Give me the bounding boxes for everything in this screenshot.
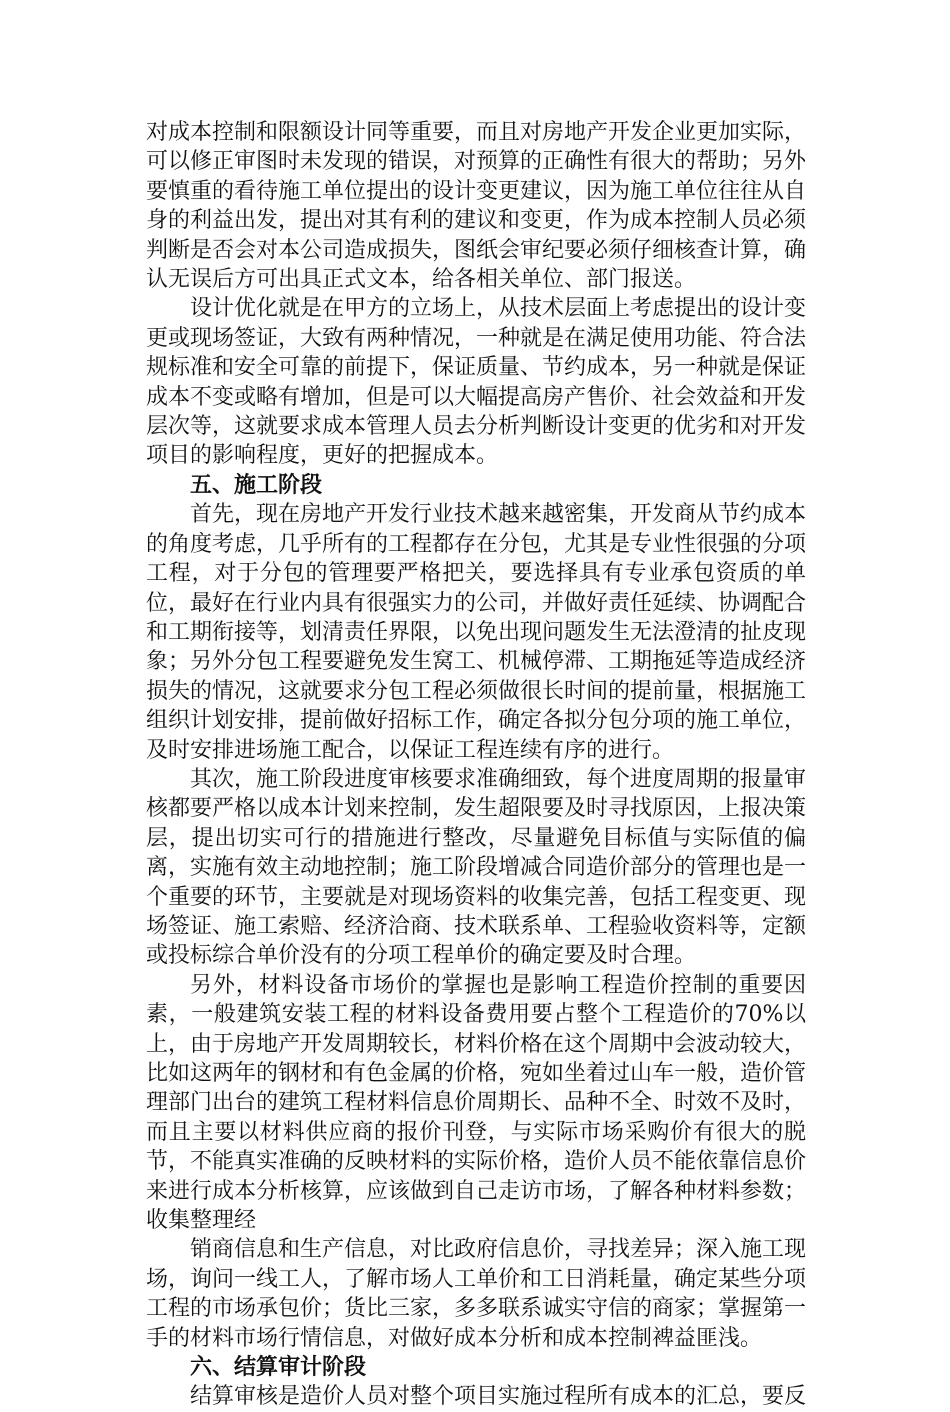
paragraph-subcontracting: 首先，现在房地产开发行业技术越来越密集，开发商从节约成本的角度考虑，几乎所有的工程都存在分包，尤其是专业性很强的分项工程，对于分包的管理要严格把关，要选择具有专业承包资质的单位，最好在行业内具有很强实力的公司，并做好责任延续、协调配合和工期衔接等，划清责任界限，以免出现问题发生无法澄清的扯皮现象；另外分包工程要避免发生窝工、机械停滞、工期拖延等造成经济损失的情况，这就要求分包工程必须做很长时间的提前量，根据施工组织计划安排，提前做好招标工作，确定各拟分包分项的施工单位，及时安排进场施工配合，以保证工程连续有序的进行。 <box>146 502 807 763</box>
document-page <box>146 118 806 1412</box>
section-heading-settlement-audit: 六、结算审计阶段 <box>190 1354 367 1381</box>
section-heading-construction: 五、施工阶段 <box>190 471 323 498</box>
paragraph-settlement-review: 结算审核是造价人员对整个项目实施过程所有成本的汇总，要反 <box>190 1384 807 1410</box>
paragraph-market-information: 销商信息和生产信息，对比政府信息价，寻找差异；深入施工现场，询问一线工人，了解市场人工单价和工日消耗量，确定某些分项工程的市场承包价；货比三家，多多联系诚实守信的商家；掌握第一手的材料市场行情信息，对做好成本分析和成本控制裨益匪浅。 <box>146 1237 807 1351</box>
paragraph-design-review: 对成本控制和限额设计同等重要，而且对房地产开发企业更加实际，可以修正审图时未发现的错误，对预算的正确性有很大的帮助；另外要慎重的看待施工单位提出的设计变更建议，因为施工单位往往从自身的利益出发，提出对其有利的建议和变更，作为成本控制人员必须判断是否会对本公司造成损失，图纸会审纪要必须仔细核查计算，确认无误后方可出具正式文本，给各相关单位、部门报送。 <box>146 120 807 293</box>
paragraph-design-optimization: 设计优化就是在甲方的立场上，从技术层面上考虑提出的设计变更或现场签证，大致有两种情况，一种就是在满足使用功能、符合法规标准和安全可靠的前提下，保证质量、节约成本，另一种就是保证成本不变或略有增加，但是可以大幅提高房产售价、社会效益和开发层次等，这就要求成本管理人员去分析判断设计变更的优劣和对开发项目的影响程度，更好的把握成本。 <box>146 296 807 469</box>
paragraph-material-prices: 另外，材料设备市场价的掌握也是影响工程造价控制的重要因素，一般建筑安装工程的材料设备费用要占整个工程造价的70%以上，由于房地产开发周期较长，材料价格在这个周期中会波动较大，比如这两年的钢材和有色金属的价格，宛如坐着过山车一般，造价管理部门出台的建筑工程材料信息价周期长、品种不全、时效不及时，而且主要以材料供应商的报价刊登，与实际市场采购价有很大的脱节，不能真实准确的反映材料的实际价格，造价人员不能依靠信息价来进行成本分析核算，应该做到自己走访市场，了解各种材料参数；收集整理经 <box>146 972 807 1234</box>
paragraph-progress-review: 其次，施工阶段进度审核要求准确细致，每个进度周期的报量审核都要严格以成本计划来控制，发生超限要及时寻找原因，上报决策层，提出切实可行的措施进行整改，尽量避免目标值与实际值的偏离，实施有效主动地控制；施工阶段增减合同造价部分的管理也是一个重要的环节，主要就是对现场资料的收集完善，包括工程变更、现场签证、施工索赔、经济洽商、技术联系单、工程验收资料等，定额或投标综合单价没有的分项工程单价的确定要及时合理。 <box>146 766 807 969</box>
